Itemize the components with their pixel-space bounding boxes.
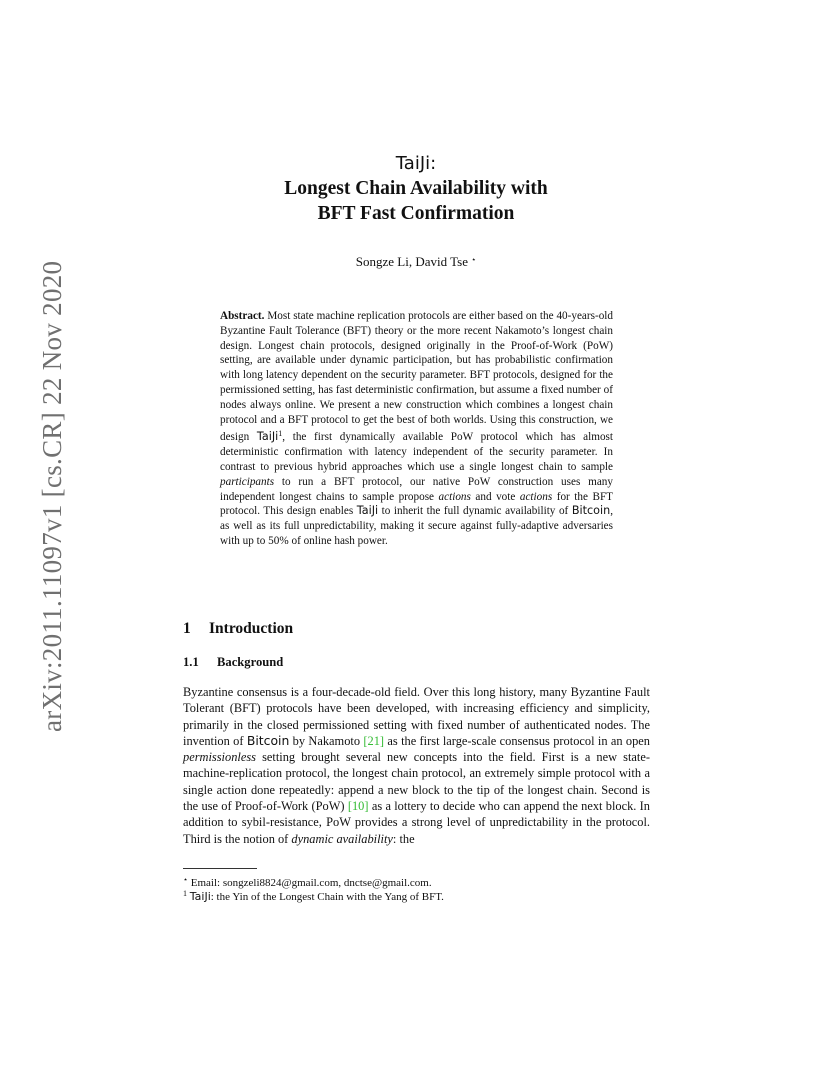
- subsection-title: Background: [217, 655, 284, 669]
- subsection-number: 1.1: [183, 655, 199, 669]
- section-heading-introduction: [183, 620, 293, 638]
- body-text-2: by Nakamoto: [289, 733, 364, 748]
- footnote-taiji: [183, 887, 444, 904]
- footnote-taiji-name: TaiJi: [189, 890, 211, 903]
- abstract-taiji: TaiJi: [256, 430, 279, 444]
- body-text-6: : the: [392, 831, 415, 846]
- subsection-heading-background: [183, 655, 283, 670]
- citation-link-21[interactable]: [21]: [363, 733, 385, 748]
- abstract-text-6: to inherit the full dynamic availability of: [378, 505, 572, 518]
- body-bitcoin: Bitcoin: [246, 732, 290, 748]
- author-names: Songze Li, David Tse: [355, 254, 468, 269]
- abstract-text-2: , the first dynamically available PoW protocol which has almost deterministic confirmation with latency independent of the security parameter. In contrast to previous hybrid approaches which use a single longest chain to sample: [220, 431, 613, 473]
- abstract-text-1: Most state machine replication protocols are either based on the 40-years-old Byzantine Fault Tolerance (BFT) theory or the more recent Nakamoto’s longest chain design. Longest chain protocols, designed originally in the Proof-of-Work (PoW) setting, are available under dynamic participation, but has probabilistic confirmation with long latency dependent on the security parameter. BFT protocols, designed for the permissioned setting, has fast deterministic confirmation, but assume a fixed number of nodes always online. We present a new construction which combines a longest chain protocol and a BFT protocol to get the best of both worlds. Using this construction, we design: [220, 310, 613, 444]
- arxiv-identifier: arXiv:2011.11097v1 [cs.CR] 22 Nov 2020: [37, 260, 67, 732]
- footnote-star-mark: ⋆: [183, 875, 189, 884]
- section-number: 1: [183, 620, 191, 637]
- abstract-taiji-2: TaiJi: [356, 504, 379, 518]
- footnote-1-mark: 1: [183, 889, 187, 898]
- author-footnote-mark: ⋆: [471, 255, 477, 264]
- abstract-em-actions-1: actions: [438, 490, 471, 503]
- body-paragraph: [183, 684, 650, 847]
- footnote-taiji-text: : the Yin of the Longest Chain with the Yang of BFT.: [210, 891, 444, 903]
- title-line-2: Longest Chain Availability with: [284, 178, 548, 199]
- body-text-3: as the first large-scale consensus protocol in an open: [384, 733, 650, 748]
- abstract-label: Abstract.: [220, 310, 265, 322]
- footnote-divider: [183, 868, 257, 869]
- abstract-text-4: and vote: [470, 490, 520, 503]
- section-title: Introduction: [209, 620, 294, 637]
- abstract-footnote-mark: 1: [278, 429, 283, 439]
- abstract: [220, 309, 613, 549]
- body-em-permissionless: permissionless: [183, 750, 256, 765]
- paper-title: [183, 152, 649, 226]
- abstract-em-participants: participants: [220, 475, 275, 488]
- abstract-em-actions-2: actions: [519, 490, 553, 503]
- abstract-bitcoin: Bitcoin: [571, 504, 611, 518]
- title-line-3: BFT Fast Confirmation: [317, 203, 515, 224]
- body-text-5: as a lottery to decide who can append the next block. In addition to sybil-resistance, PoW provides a strong level of unpredictability in the protocol. Third is the notion of: [183, 799, 651, 846]
- body-text-1: Byzantine consensus is a four-decade-old field. Over this long history, many Byzantine Fault Tolerant (BFT) protocols have been developed, with increasing efficiency and simplicity, primarily in the closed permissioned setting with fixed number of authenticated nodes. The invention of: [183, 685, 650, 748]
- body-text-4: setting brought several new concepts into the field. First is a new state-machine-replication protocol, the longest chain protocol, an extremely simple protocol with a single action done repeatedly: append a new block to the tip of the longest chain. Second is the use of Proof-of-Work (PoW): [183, 750, 650, 814]
- authors: [183, 254, 649, 270]
- footnote-email-text: Email: songzeli8824@gmail.com, dnctse@gmail.com.: [188, 877, 432, 889]
- citation-link-10[interactable]: [10]: [347, 799, 369, 814]
- body-em-dynamic-availability: dynamic availability: [291, 831, 393, 846]
- abstract-text-5: for the BFT protocol. This design enables: [220, 490, 614, 518]
- abstract-text-3: to run a BFT protocol, our native PoW construction uses many independent longest chains to sample propose: [220, 475, 613, 503]
- abstract-text-7: , as well as its full unpredictability, making it secure against fully-adaptive adversaries with up to 50% of online hash power.: [220, 505, 613, 547]
- title-line-1: TaiJi:: [395, 153, 437, 174]
